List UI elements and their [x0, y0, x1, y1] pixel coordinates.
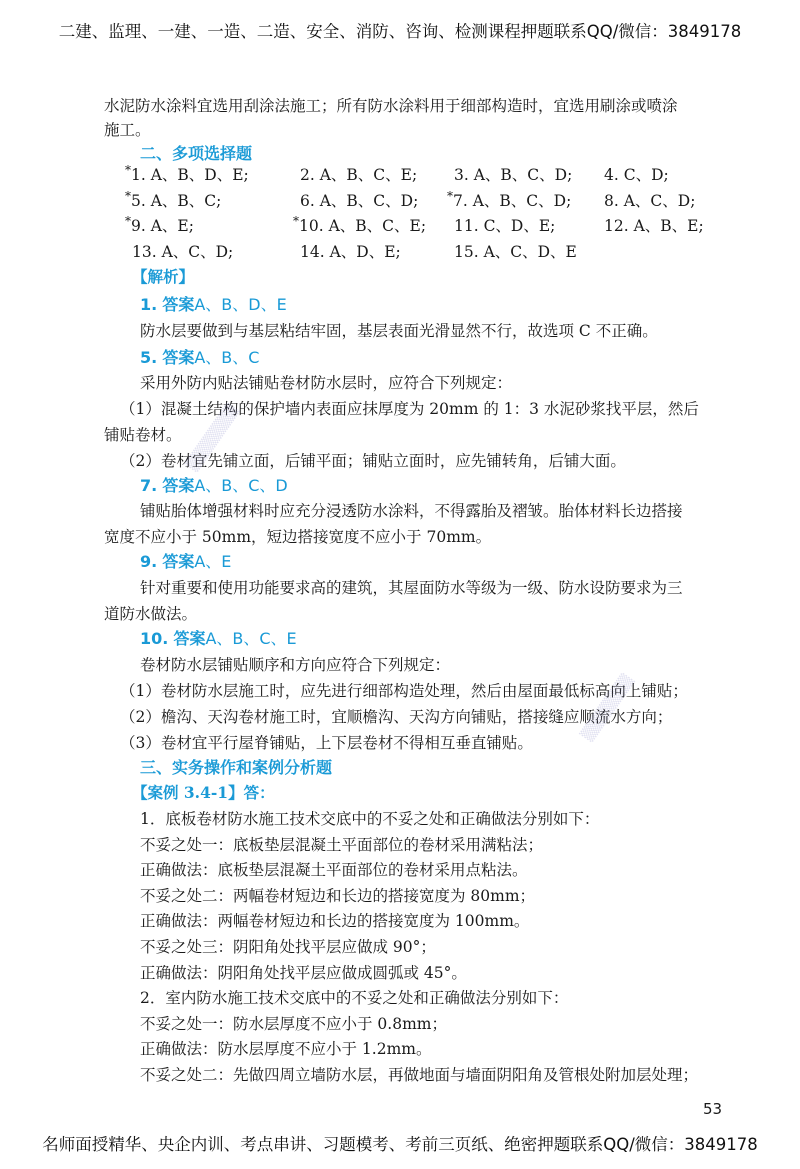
answer-cell: [125, 189, 221, 211]
answer-cell: [454, 163, 572, 185]
answer-cell-text: 8. A、C、D;: [604, 191, 696, 210]
case-line: 不妥之处一：底板垫层混凝土平面部位的卷材采用满粘法；: [140, 835, 544, 854]
answer-grid: [125, 163, 732, 265]
answer-5-text-4: （2）卷材宜先铺立面，后铺平面；铺贴立面时，应先铺转角，后铺大面。: [120, 452, 626, 470]
answer-10-text-4: （3）卷材宜平行屋脊铺贴，上下层卷材不得相互垂直铺贴。: [120, 734, 533, 752]
answer-cell: [300, 189, 418, 211]
answer-cell-text: 9. A、E;: [131, 217, 194, 235]
star-marker: *: [293, 214, 299, 228]
answer-cell-text: 4. C、D;: [604, 166, 669, 184]
answer-5-text-3: 铺贴卷材。: [104, 426, 182, 444]
answer-5-text-2: （1）混凝土结构的保护墙内表面应抹厚度为 20mm 的 1：3 水泥砂浆找平层，然后: [120, 400, 699, 418]
answer-5-text-1: 采用外防内贴法铺贴卷材防水层时，应符合下列规定：: [140, 374, 513, 392]
intro-line-1: 水泥防水涂料宜选用刮涂法施工；所有防水涂料用于细部构造时，宜选用刷涂或喷涂: [104, 97, 678, 115]
answer-cell-text: 11. C、D、E;: [454, 217, 556, 235]
star-marker: *: [447, 188, 453, 203]
answer-7-text-2: 宽度不应小于 50mm，短边搭接宽度不应小于 70mm。: [104, 528, 492, 546]
case-line: 正确做法：防水层厚度不应小于 1.2mm。: [140, 1040, 432, 1059]
answer-cell: [604, 214, 704, 236]
answer-10-text-1: 卷材防水层铺贴顺序和方向应符合下列规定：: [140, 656, 451, 674]
answer-cell: [604, 163, 669, 185]
answer-cell: [454, 240, 577, 262]
analysis-label: 【解析】: [132, 267, 195, 286]
answer-num: 7.: [140, 476, 158, 495]
case-line: 不妥之处三：阴阳角处找平层应做成 90°；: [140, 938, 436, 956]
answer-cell-text: 12. A、B、E;: [604, 217, 704, 235]
answer-cell-text: 2. A、B、C、E;: [300, 166, 418, 184]
page-number: 53: [703, 1100, 723, 1118]
answer-cell-text: 13. A、C、D;: [132, 242, 234, 261]
watermark: ▒▒▒▒▒▒▒: [184, 402, 241, 474]
case-line: 正确做法：阴阳角处找平层应做成圆弧或 45°。: [140, 963, 467, 982]
answer-cell: [454, 214, 555, 236]
answer-cell: [125, 163, 249, 185]
answer-row: [125, 163, 732, 189]
page-footer: 名师面授精华、央企内训、考点串讲、习题模考、考前三页纸、绝密押题联系QQ/微信：3849178: [42, 1135, 758, 1154]
answer-value: A、B、C、D: [194, 476, 288, 495]
answer-cell-text: 5. A、B、C;: [131, 191, 222, 210]
answer-heading-5: [140, 347, 259, 369]
answer-value: A、E: [194, 552, 232, 571]
answer-10-text-3: （2）檐沟、天沟卷材施工时，宜顺檐沟、天沟方向铺贴，搭接缝应顺流水方向；: [120, 708, 673, 726]
answer-value: A、B、D、E: [194, 295, 287, 314]
answer-key: 答案: [173, 629, 206, 648]
answer-10-text-2: （1）卷材防水层施工时，应先进行细部构造处理，然后由屋面最低标高向上铺贴；: [120, 682, 688, 700]
answer-row: [132, 240, 732, 266]
answer-9-text-1: 针对重要和使用功能要求高的建筑，其屋面防水等级为一级、防水设防要求为三: [140, 579, 683, 597]
answer-7-text-1: 铺贴胎体增强材料时应充分浸透防水涂料，不得露胎及褶皱。胎体材料长边搭接: [140, 502, 683, 520]
answer-heading-7: [140, 475, 288, 497]
page-header: 二建、监理、一建、一造、二造、安全、消防、咨询、检测课程押题联系QQ/微信：3849178: [58, 22, 742, 41]
case-line: 正确做法：两幅卷材短边和长边的搭接宽度为 100mm。: [140, 912, 530, 931]
answer-key: 答案: [162, 552, 195, 571]
answer-row: [125, 188, 732, 215]
case-line: 1．底板卷材防水施工技术交底中的不妥之处和正确做法分别如下：: [140, 810, 600, 828]
answer-cell-text: 7. A、B、C、D;: [453, 191, 572, 210]
answer-heading-1: [140, 294, 287, 316]
case-line: 2．室内防水施工技术交底中的不妥之处和正确做法分别如下：: [140, 989, 569, 1008]
answer-value: A、B、C、E: [205, 629, 297, 648]
answer-value: A、B、C: [194, 348, 260, 367]
answer-cell: [293, 214, 426, 236]
answer-9-text-2: 道防水做法。: [104, 605, 198, 623]
case-line: 不妥之处一：防水层厚度不应小于 0.8mm；: [140, 1014, 447, 1033]
star-marker: *: [125, 163, 131, 177]
answer-cell-text: 10. A、B、C、E;: [299, 217, 427, 235]
answer-cell: [132, 240, 233, 262]
case-label: 【案例 3.4-1】答：: [132, 783, 275, 802]
answer-num: 10.: [140, 629, 169, 648]
answer-num: 9.: [140, 552, 158, 571]
answer-1-text: 防水层要做到与基层粘结牢固，基层表面光滑显然不行，故选项 C 不正确。: [140, 322, 658, 340]
answer-row: [125, 214, 732, 240]
case-line: 不妥之处二：先做四周立墙防水层，再做地面与墙面阴阳角及管根处附加层处理；: [140, 1066, 699, 1084]
intro-line-2: 施工。: [104, 121, 151, 139]
answer-cell-text: 3. A、B、C、D;: [454, 166, 573, 184]
answer-cell-text: 14. A、D、E;: [300, 242, 401, 261]
section-title-multiple-choice: 二、多项选择题: [140, 144, 253, 163]
answer-key: 答案: [162, 348, 195, 367]
case-line: 正确做法：底板垫层混凝土平面部位的卷材采用点粘法。: [140, 861, 528, 880]
answer-key: 答案: [162, 295, 195, 314]
answer-cell: [300, 240, 401, 262]
answer-cell: [300, 163, 417, 185]
answer-cell: [125, 214, 194, 236]
answer-num: 5.: [140, 348, 158, 367]
section-title-case-analysis: 三、实务操作和案例分析题: [140, 758, 333, 777]
answer-cell-text: 15. A、C、D、E: [454, 242, 577, 261]
answer-key: 答案: [162, 476, 195, 495]
star-marker: *: [125, 188, 131, 203]
answer-cell-text: 1. A、B、D、E;: [131, 166, 249, 184]
case-line: 不妥之处二：两幅卷材短边和长边的搭接宽度为 80mm；: [140, 886, 536, 905]
star-marker: *: [125, 214, 131, 228]
answer-heading-9: [140, 551, 231, 573]
answer-heading-10: [140, 628, 297, 650]
answer-cell: [447, 189, 571, 211]
answer-num: 1.: [140, 295, 158, 314]
answer-cell: [604, 189, 695, 211]
answer-cell-text: 6. A、B、C、D;: [300, 191, 419, 210]
watermark: ▒▒▒▒▒▒▒: [579, 672, 636, 744]
